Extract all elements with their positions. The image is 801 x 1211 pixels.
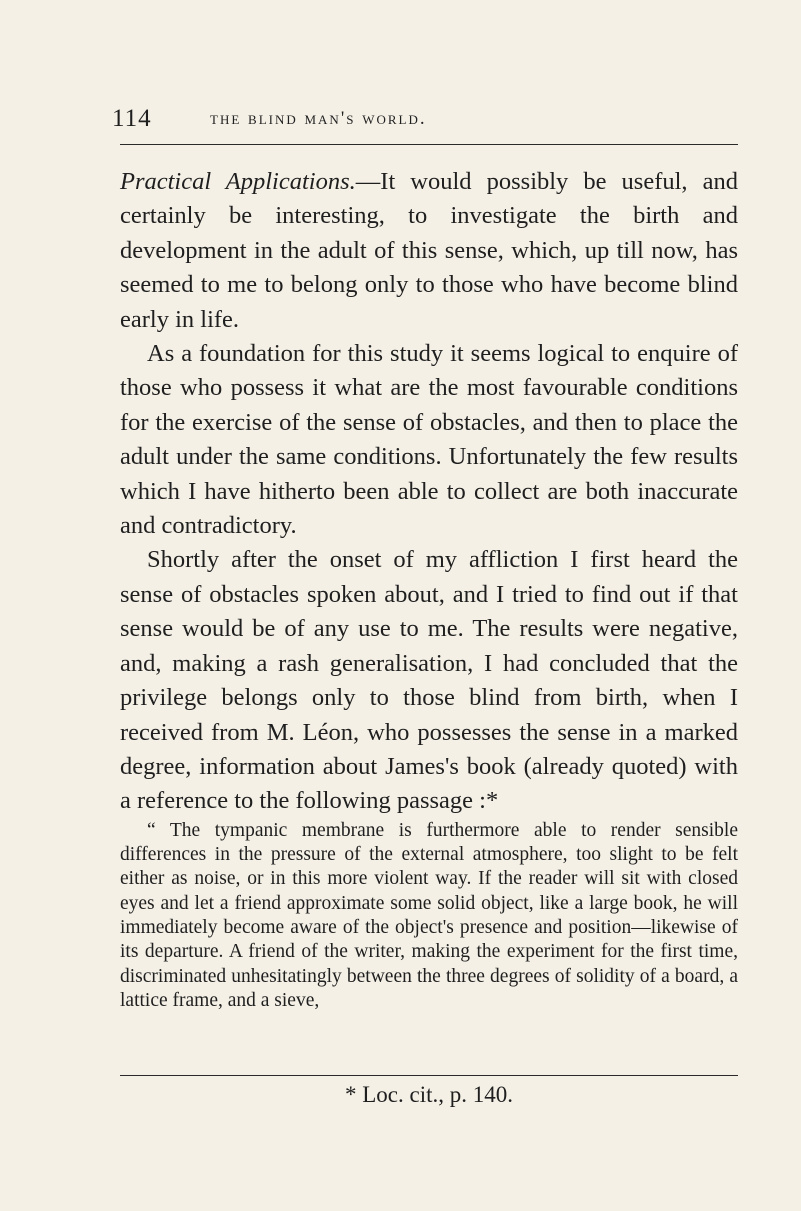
paragraph-practical-applications <box>120 165 738 337</box>
paragraph-text: —It would possibly be useful, and certainly be interesting, to investigate the birth and development in the adult of this sense, which, up till now, has seemed to me to belong only to those who have become blind early in life. <box>120 168 738 333</box>
footnote-rule <box>120 1075 738 1076</box>
page-header <box>112 104 740 134</box>
running-head: the blind man's world. <box>210 108 427 129</box>
header-rule <box>120 144 738 145</box>
page-number: 114 <box>112 105 152 132</box>
footnote: * Loc. cit., p. 140. <box>345 1082 513 1107</box>
paragraph-foundation: As a foundation for this study it seems logical to enquire of those who possess it what are the most favourable conditions for the exercise of the sense of obstacles, and then to place the adult under the same conditions. Unfortunately the few results which I have hitherto been able to collect are both inaccurate and contradictory. <box>120 340 738 540</box>
main-text <box>120 165 738 1013</box>
paragraph-shortly-after: Shortly after the onset of my affliction I first heard the sense of obstacles spoken about, and I tried to find out if that sense would be of any use to me. The results were negative, and, making a rash generalisation, I had concluded that the privilege belongs only to those blind from birth, when I received from M. Léon, who possesses the sense in a marked degree, information about James's book (already quoted) with a reference to the following passage :* <box>120 546 738 815</box>
section-title: Practical Applications. <box>120 168 356 195</box>
block-quote: “ The tympanic membrane is furthermore able to render sensible differences in the pressure of the external atmosphere, too slight to be felt either as noise, or in this more violent way. If the reader will sit with closed eyes and let a friend approximate some solid object, like a large book, he will immediately become aware of the object's presence and position—likewise of its departure. A friend of the writer, making the experiment for the first time, discriminated unhesitatingly between the three degrees of solidity of a board, a lattice frame, and a sieve, <box>120 819 738 1011</box>
book-page <box>112 0 740 1211</box>
